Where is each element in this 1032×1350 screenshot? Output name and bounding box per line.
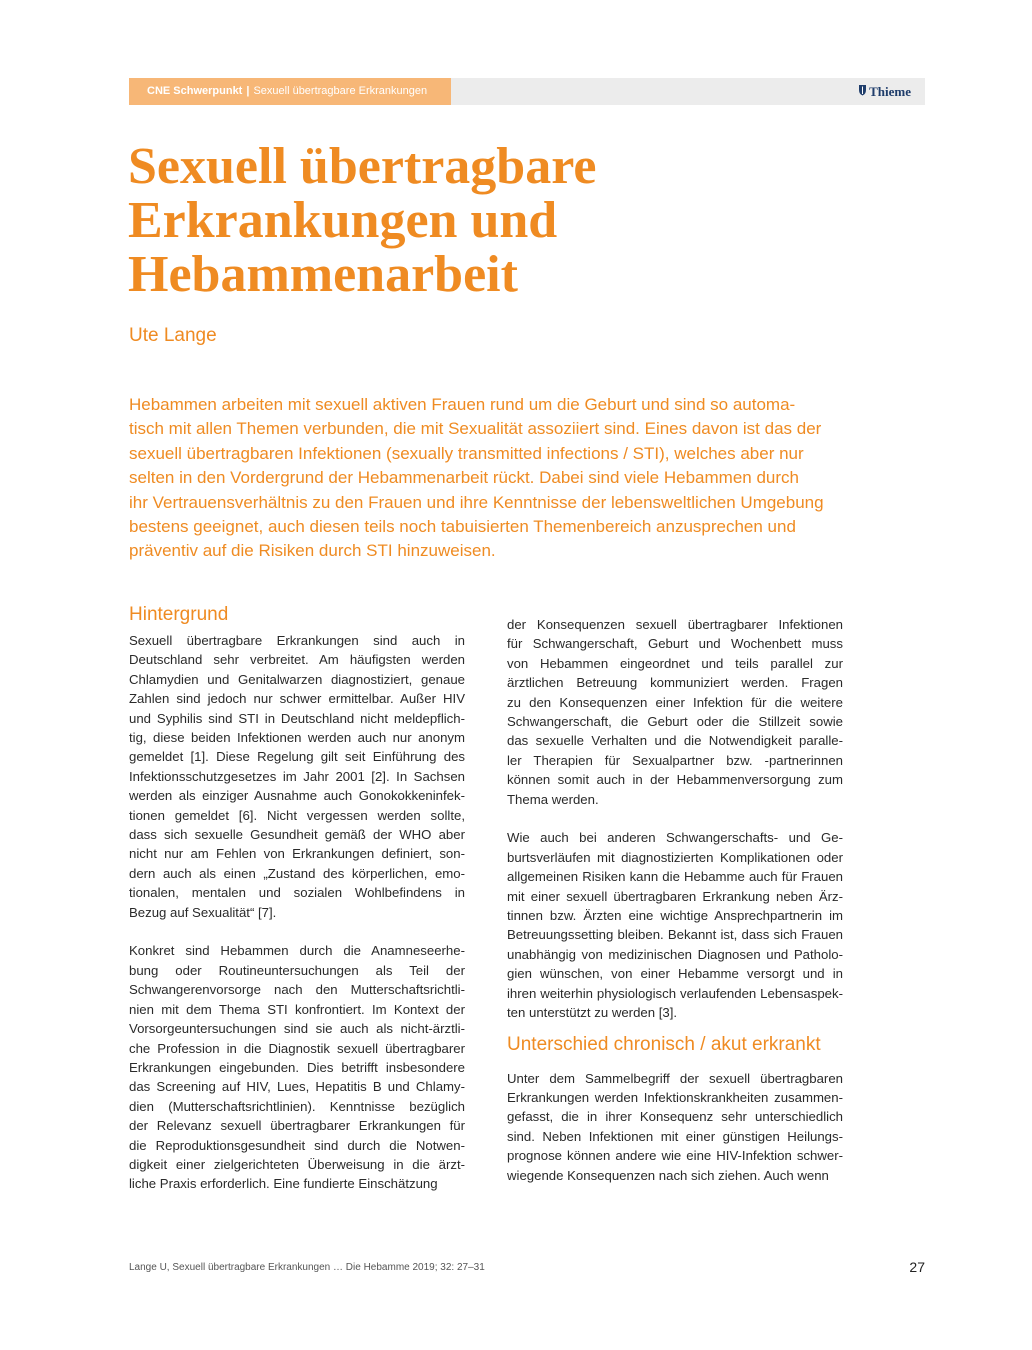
text-line: nien mit dem Thema STI konfrontiert. Im Kontext der (129, 1001, 465, 1017)
text-line: liche Praxis erforderlich. Eine fundierte Einschätzung (129, 1176, 438, 1192)
abstract-line: sexuell übertragbaren Infektionen (sexually transmitted infections / STI), welches aber nur (129, 443, 804, 463)
text-line: tionalen, mentalen und sozialen Wohlbefindens in (129, 885, 465, 901)
text-line: Deutschland sehr verbreitet. Am häufigsten werden (129, 652, 465, 668)
text-line: digkeit einer zielgerichteten Überweisung in die ärzt- (129, 1156, 465, 1172)
title-line: Sexuell übertragbare (128, 138, 597, 195)
right-column (507, 615, 843, 1185)
text-line: ler Therapien für Sexualpartner bzw. -partnerinnen (507, 752, 843, 768)
text-line: zu den Konsequenzen einer Infektion für die weitere (507, 694, 843, 710)
article-title (128, 140, 828, 302)
section-heading-unterschied: Unterschied chronisch / akut erkrankt (507, 1033, 821, 1055)
abstract-line: tisch mit allen Themen verbunden, die mit Sexualität assoziiert sind. Eines davon ist das der (129, 419, 822, 439)
text-line: ten unterstützt zu werden [3]. (507, 1005, 678, 1021)
text-line: dien (Mutterschaftsrichtlinien). Kenntnisse bezüglich (129, 1098, 465, 1114)
text-line: unabhängig von medizinischen Diagnosen und Patholo- (507, 946, 843, 962)
footer-citation: Lange U, Sexuell übertragbare Erkrankungen … Die Hebamme 2019; 32: 27–31 (129, 1262, 485, 1273)
section-heading-hintergrund: Hintergrund (129, 604, 229, 625)
section-label: CNE Schwerpunkt (147, 85, 243, 97)
section-topic: Sexuell übertragbare Erkrankungen (253, 85, 428, 97)
title-line: Hebammenarbeit (128, 246, 518, 303)
article-abstract (129, 393, 859, 564)
text-line: ihren weiterhin physiologisch verlaufenden Lebensaspek- (507, 985, 843, 1001)
text-line: ärztlichen Betreuung kommuniziert werden. Fragen (507, 675, 843, 691)
text-line: Thema werden. (507, 791, 599, 807)
article-author: Ute Lange (129, 325, 217, 346)
text-line: Sexuell übertragbare Erkrankungen sind auch in (129, 633, 465, 648)
text-line: können somit auch in der Hebammenversorgung zum (507, 772, 843, 788)
publisher-logo (858, 78, 911, 105)
paragraph (129, 631, 465, 922)
text-line: Erkrankungen eingebunden. Dies betrifft insbesondere (129, 1059, 465, 1075)
text-line: prognose können andere wie eine HIV-Infektion schwer- (507, 1148, 843, 1164)
title-line: Erkrankungen und (128, 192, 558, 249)
text-line: Chlamydien und Genitalwarzen diagnostiziert, genaue (129, 671, 465, 687)
abstract-line: selten in den Vordergrund der Hebammenarbeit rückt. Dabei sind viele Hebammen durch (129, 468, 799, 488)
text-line: sind. Neben Infektionen mit einer günstigen Heilungs- (507, 1128, 843, 1144)
text-line: che Profession in die Diagnostik sexuell übertragbarer (129, 1040, 465, 1056)
abstract-line: ihr Vertrauensverhältnis zu den Frauen und ihre Kenntnisse der lebensweltlichen Umgebung (129, 492, 824, 512)
text-line: tig, diese beiden Infektionen werden auch nur anonym (129, 730, 465, 746)
paragraph (507, 615, 843, 809)
text-line: das sexuelle Verhalten und die Notwendigkeit paralle- (507, 733, 843, 749)
text-line: dass sich sexuelle Gesundheit gemäß der WHO aber (129, 827, 465, 843)
text-line: nicht nur am Fehlen von Erkrankungen definiert, son- (129, 846, 465, 862)
text-line: das Screening auf HIV, Lues, Hepatitis B und Chlamy- (129, 1079, 465, 1095)
text-line: für Schwangerschaft, Geburt und Wochenbett muss (507, 636, 843, 652)
text-line: gemeldet [1]. Diese Regelung gilt seit Einführung des (129, 749, 465, 765)
abstract-line: präventiv auf die Risiken durch STI hinzuweisen. (129, 541, 496, 561)
abstract-line: Hebammen arbeiten mit sexuell aktiven Frauen rund um die Geburt und sind so automa- (129, 395, 796, 414)
section-tag (129, 78, 451, 105)
text-line: wiegende Konsequenzen nach sich ziehen. Auch wenn (507, 1167, 829, 1183)
text-line: dern auch als einen „Zustand des körperlichen, emo- (129, 865, 465, 881)
text-line: tionen gemeldet [6]. Nicht vergessen werden sollte, (129, 807, 465, 823)
running-header (129, 78, 925, 105)
text-line: Bezug auf Sexualität“ [7]. (129, 904, 277, 920)
thieme-logo-icon (858, 79, 867, 106)
text-line: die Reproduktionsgesundheit sind durch die Notwen- (129, 1137, 465, 1153)
text-line: Schwangerenvorsorge nach den Mutterschaftsrichtli- (129, 982, 465, 998)
text-line: gien wünschen, von einer Hebamme versorgt und in (507, 966, 843, 982)
text-line: Unter dem Sammelbegriff der sexuell übertragbaren (507, 1070, 843, 1086)
left-column (129, 603, 465, 1194)
text-line: Erkrankungen werden Infektionskrankheiten zusammen- (507, 1089, 843, 1105)
text-line: mit einer sexuell übertragbaren Erkrankung neben Ärz- (507, 888, 843, 904)
text-line: Zahlen sind jedoch nur schwer ermittelbar. Außer HIV (129, 691, 465, 707)
text-line: tinnen bzw. Ärzten eine wichtige Ansprechpartnerin im (507, 908, 843, 924)
text-line: von Hebammen eingeordnet und teils parallel zur (507, 655, 843, 671)
text-line: Vorsorgeuntersuchungen sind sie auch als nicht-ärztli- (129, 1021, 465, 1037)
text-line: gefasst, die in ihrer Konsequenz sehr unterschiedlich (507, 1109, 843, 1125)
page-number: 27 (909, 1259, 925, 1275)
text-line: Infektionsschutzgesetzes im Jahr 2001 [2]. In Sachsen (129, 768, 465, 784)
text-line: burtsverläufen mit diagnostizierten Komplikationen oder (507, 849, 843, 865)
text-line: allgemeinen Risiken kann die Hebamme auch für Frauen (507, 869, 843, 885)
text-line: der Konsequenzen sexuell übertragbarer Infektionen (507, 617, 843, 632)
text-line: Schwangerschaft, die Geburt oder die Stillzeit sowie (507, 714, 843, 730)
publisher-name: Thieme (869, 84, 911, 99)
text-line: und Syphilis sind STI in Deutschland nicht meldepflich- (129, 710, 465, 726)
text-line: Konkret sind Hebammen durch die Anamneseerhe- (129, 943, 465, 959)
abstract-line: bestens geeignet, auch diesen teils noch tabuisierten Themenbereich anzusprechen und (129, 517, 796, 537)
paragraph (129, 941, 465, 1193)
text-line: Betreuungssetting bleiben. Bekannt ist, dass sich Frauen (507, 927, 843, 943)
paragraph (507, 828, 843, 1022)
paragraph (507, 1069, 843, 1185)
text-line: Wie auch bei anderen Schwangerschafts- und Ge- (507, 830, 843, 846)
text-line: bung oder Routineuntersuchungen als Teil der (129, 962, 465, 978)
text-line: werden als einziger Ausnahme auch Gonokokkeninfek- (129, 788, 465, 804)
section-separator: | (246, 85, 250, 97)
text-line: der Relevanz sexuell übertragbarer Erkrankungen für (129, 1118, 465, 1134)
